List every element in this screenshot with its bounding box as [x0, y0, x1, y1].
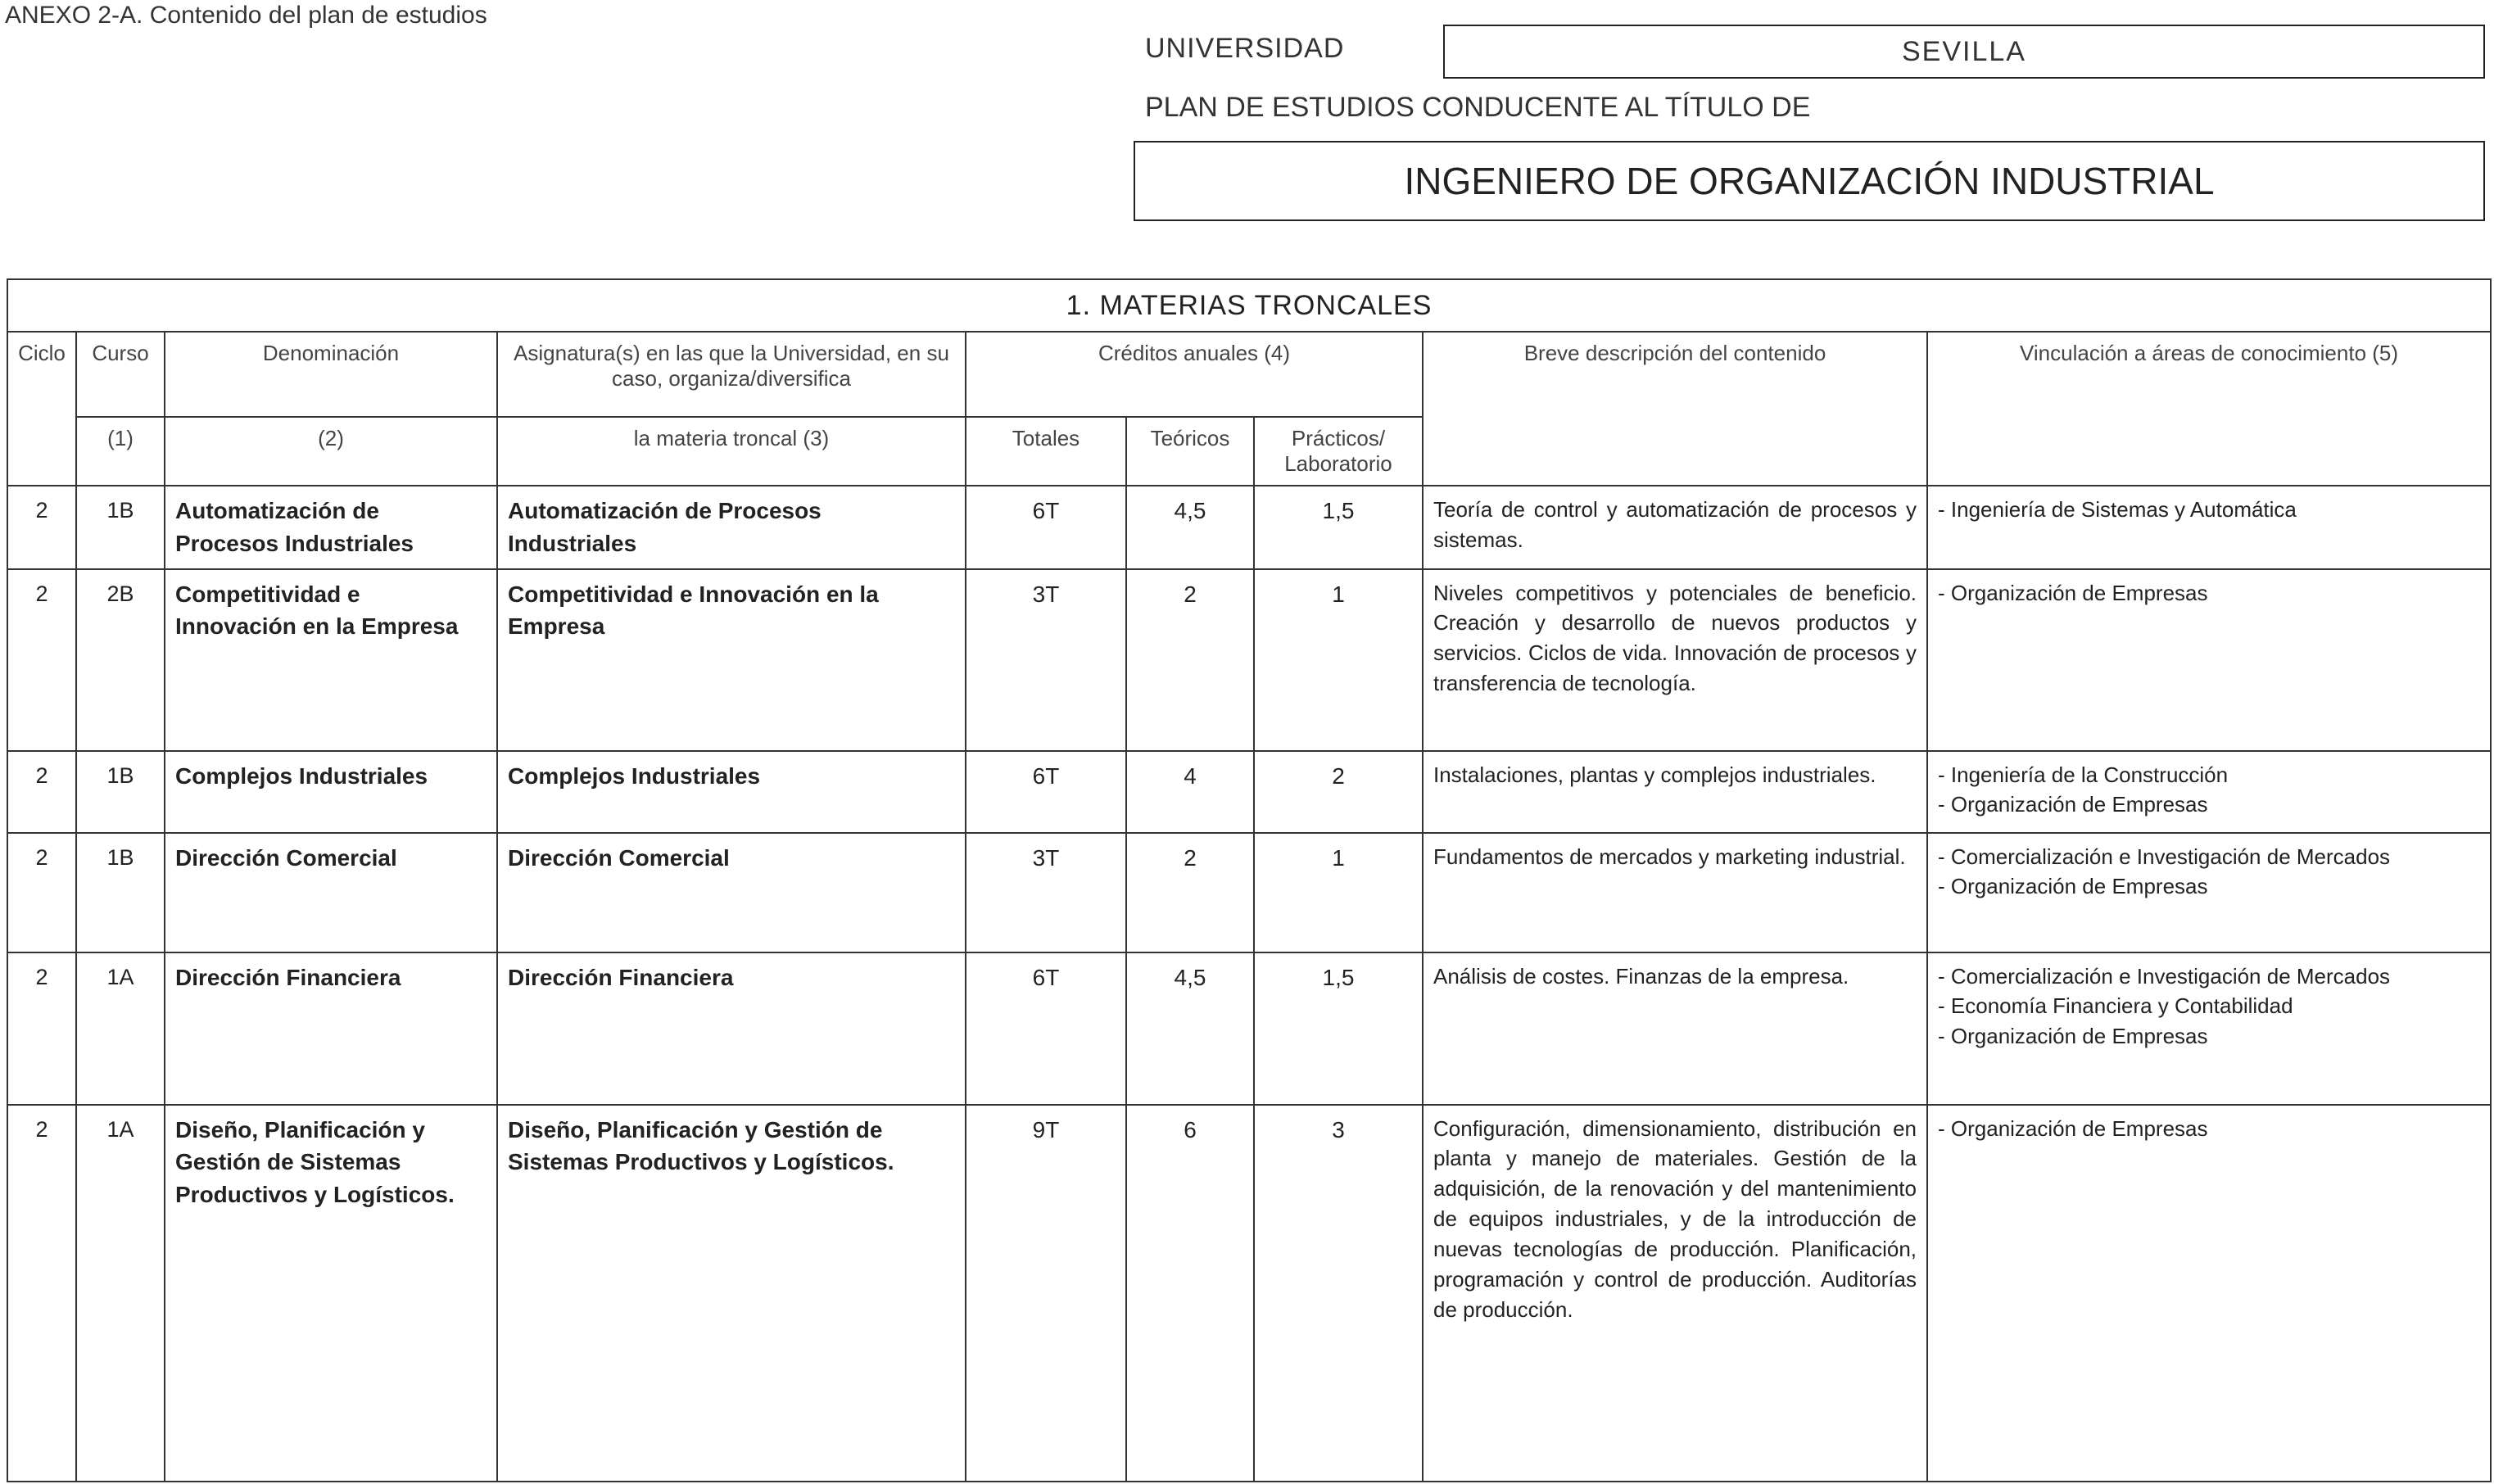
row-totales: 3T	[966, 569, 1126, 751]
row-ciclo: 2	[7, 952, 76, 1105]
area-item: - Organización de Empresas	[1938, 1021, 2480, 1052]
area-item: - Organización de Empresas	[1938, 790, 2480, 820]
row-totales: 9T	[966, 1105, 1126, 1482]
header-practicos: Prácticos/ Laboratorio	[1254, 417, 1423, 486]
row-descripcion: Fundamentos de mercados y marketing industrial.	[1423, 833, 1927, 952]
annex-label: ANEXO 2-A. Contenido del plan de estudios	[5, 2, 487, 29]
table-row	[7, 569, 2491, 751]
header-asignaturas: Asignatura(s) en las que la Universidad, en su caso, organiza/diversifica	[497, 332, 966, 417]
row-teoricos: 2	[1126, 569, 1254, 751]
row-totales: 6T	[966, 952, 1126, 1105]
row-teoricos: 2	[1126, 833, 1254, 952]
row-descripcion: Teoría de control y automatización de procesos y sistemas.	[1423, 486, 1927, 569]
area-item: - Comercialización e Investigación de Mercados	[1938, 842, 2480, 872]
row-curso: 1A	[76, 952, 165, 1105]
row-practicos: 1,5	[1254, 952, 1423, 1105]
row-practicos: 1	[1254, 569, 1423, 751]
header-ciclo: Ciclo	[7, 332, 76, 486]
row-teoricos: 4	[1126, 751, 1254, 833]
table-row	[7, 486, 2491, 569]
row-ciclo: 2	[7, 569, 76, 751]
header-totales: Totales	[966, 417, 1126, 486]
row-denominacion: Diseño, Planificación y Gestión de Sistemas Productivos y Logísticos.	[165, 1105, 497, 1482]
table-row	[7, 952, 2491, 1105]
row-teoricos: 4,5	[1126, 486, 1254, 569]
row-asignatura: Dirección Financiera	[497, 952, 966, 1105]
row-areas	[1927, 751, 2491, 833]
row-curso: 1B	[76, 833, 165, 952]
row-areas	[1927, 1105, 2491, 1482]
row-denominacion: Automatización de Procesos Industriales	[165, 486, 497, 569]
row-descripcion: Análisis de costes. Finanzas de la empresa.	[1423, 952, 1927, 1105]
header-denominacion: Denominación	[165, 332, 497, 417]
row-asignatura: Diseño, Planificación y Gestión de Sistemas Productivos y Logísticos.	[497, 1105, 966, 1482]
row-ciclo: 2	[7, 751, 76, 833]
table-row	[7, 1105, 2491, 1482]
row-asignatura: Dirección Comercial	[497, 833, 966, 952]
row-denominacion: Dirección Comercial	[165, 833, 497, 952]
header-asignaturas-note: la materia troncal (3)	[497, 417, 966, 486]
row-areas	[1927, 952, 2491, 1105]
row-descripcion: Niveles competitivos y potenciales de beneficio. Creación y desarrollo de nuevos productos y servicios. Ciclos de vida. Innovación de procesos y transferencia de tecnología.	[1423, 569, 1927, 751]
area-item: - Economía Financiera y Contabilidad	[1938, 991, 2480, 1021]
plan-label: PLAN DE ESTUDIOS CONDUCENTE AL TÍTULO DE	[1145, 92, 1811, 123]
table-row	[7, 833, 2491, 952]
row-totales: 6T	[966, 486, 1126, 569]
row-totales: 6T	[966, 751, 1126, 833]
row-areas	[1927, 569, 2491, 751]
row-denominacion: Competitividad e Innovación en la Empresa	[165, 569, 497, 751]
troncales-table	[7, 278, 2492, 1482]
row-asignatura: Complejos Industriales	[497, 751, 966, 833]
row-practicos: 2	[1254, 751, 1423, 833]
row-teoricos: 4,5	[1126, 952, 1254, 1105]
row-ciclo: 2	[7, 486, 76, 569]
header-curso: Curso	[76, 332, 165, 417]
area-item: - Comercialización e Investigación de Mercados	[1938, 961, 2480, 992]
header-descripcion: Breve descripción del contenido	[1423, 332, 1927, 486]
area-item: - Organización de Empresas	[1938, 1114, 2480, 1144]
header-curso-note: (1)	[76, 417, 165, 486]
header-vinculacion: Vinculación a áreas de conocimiento (5)	[1927, 332, 2491, 486]
area-item: - Organización de Empresas	[1938, 871, 2480, 902]
row-practicos: 1	[1254, 833, 1423, 952]
degree-title: INGENIERO DE ORGANIZACIÓN INDUSTRIAL	[1134, 141, 2485, 221]
row-curso: 1A	[76, 1105, 165, 1482]
row-asignatura: Automatización de Procesos Industriales	[497, 486, 966, 569]
university-value: SEVILLA	[1443, 25, 2485, 79]
row-practicos: 1,5	[1254, 486, 1423, 569]
row-descripcion: Instalaciones, plantas y complejos industriales.	[1423, 751, 1927, 833]
row-curso: 1B	[76, 486, 165, 569]
row-denominacion: Dirección Financiera	[165, 952, 497, 1105]
row-curso: 1B	[76, 751, 165, 833]
row-practicos: 3	[1254, 1105, 1423, 1482]
section-title: 1. MATERIAS TRONCALES	[7, 279, 2491, 332]
header-creditos: Créditos anuales (4)	[966, 332, 1423, 417]
row-ciclo: 2	[7, 833, 76, 952]
table-row	[7, 751, 2491, 833]
university-label: UNIVERSIDAD	[1145, 33, 1345, 64]
area-item: - Ingeniería de la Construcción	[1938, 760, 2480, 790]
area-item: - Organización de Empresas	[1938, 578, 2480, 609]
row-denominacion: Complejos Industriales	[165, 751, 497, 833]
area-item: - Ingeniería de Sistemas y Automática	[1938, 495, 2480, 525]
header-denominacion-note: (2)	[165, 417, 497, 486]
row-curso: 2B	[76, 569, 165, 751]
row-ciclo: 2	[7, 1105, 76, 1482]
row-totales: 3T	[966, 833, 1126, 952]
header-teoricos: Teóricos	[1126, 417, 1254, 486]
row-asignatura: Competitividad e Innovación en la Empresa	[497, 569, 966, 751]
row-areas	[1927, 833, 2491, 952]
row-areas	[1927, 486, 2491, 569]
row-descripcion: Configuración, dimensionamiento, distribución en planta y manejo de materiales. Gestión de la adquisición, de la renovación y del mantenimiento de equipos industriales, y de la introducción de nuevas tecnologías de producción. Planificación, programación y control de producción. Auditorías de producción.	[1423, 1105, 1927, 1482]
row-teoricos: 6	[1126, 1105, 1254, 1482]
